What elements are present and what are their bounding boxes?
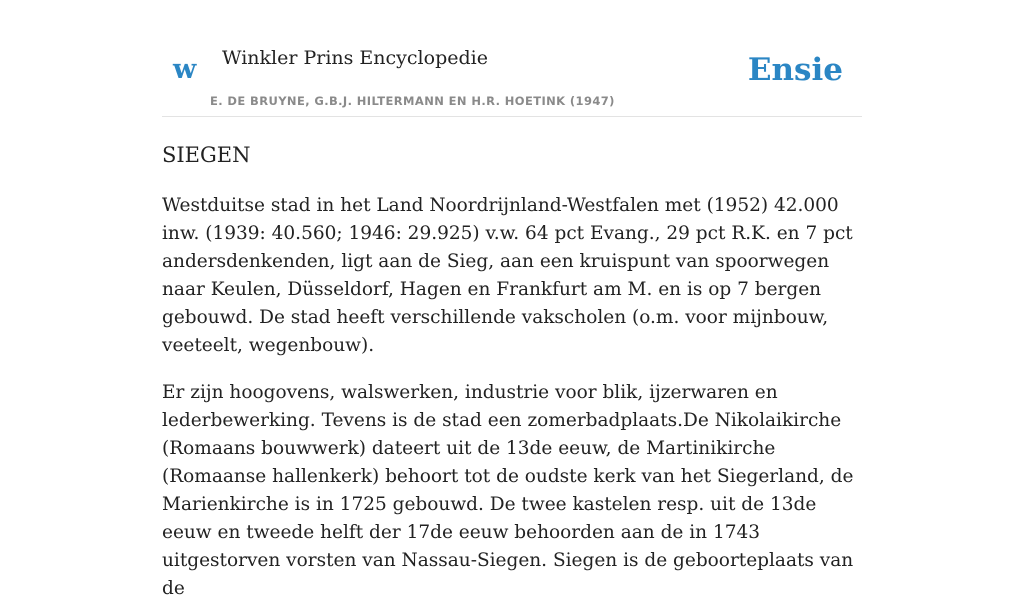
article-paragraph-1: Westduitse stad in het Land Noordrijnland-Westfalen met (1952) 42.000 inw. (1939: 40.560; 1946: 29.925) v.w. 64 pct Evang., 29 pct R.K. en 7 pct andersdenkenden, ligt aan de Sieg, aan een kruispunt van spoorwegen naar Keulen, Düsseldorf, Hagen en Frankfurt am M. en is op 7 bergen gebouwd. De stad heeft verschillende vakscholen (o.m. voor mijnbouw, veeteelt, wegenbouw). <box>162 195 853 356</box>
site-subtitle: E. DE BRUYNE, G.B.J. HILTERMANN EN H.R. HOETINK (1947) <box>210 94 615 108</box>
article-title: SIEGEN <box>162 143 251 167</box>
ensie-logo-link[interactable]: Ensie <box>747 52 843 88</box>
article-paragraph-2: Er zijn hoogovens, walswerken, industrie voor blik, ijzerwaren en lederbewerking. Tevens is de stad een zomerbadplaats.De Nikolaikirche (Romaans bouwwerk) dateert uit de 13de eeuw, de Martinikirche (Romaanse hallenkerk) behoort tot de oudste kerk van het Siegerland, de Marienkirche is in 1725 gebouwd. De twee kastelen resp. uit de 13de eeuw en tweede helft der 17de eeuw behoorden aan de in 1743 uitgestorven vorsten van Nassau-Siegen. Siegen is de geboorteplaats van de <box>162 382 854 599</box>
article-body <box>162 138 866 603</box>
site-title[interactable]: Winkler Prins Encyclopedie <box>222 47 488 69</box>
site-header <box>162 0 862 117</box>
logo-w-icon[interactable]: w <box>173 54 197 85</box>
